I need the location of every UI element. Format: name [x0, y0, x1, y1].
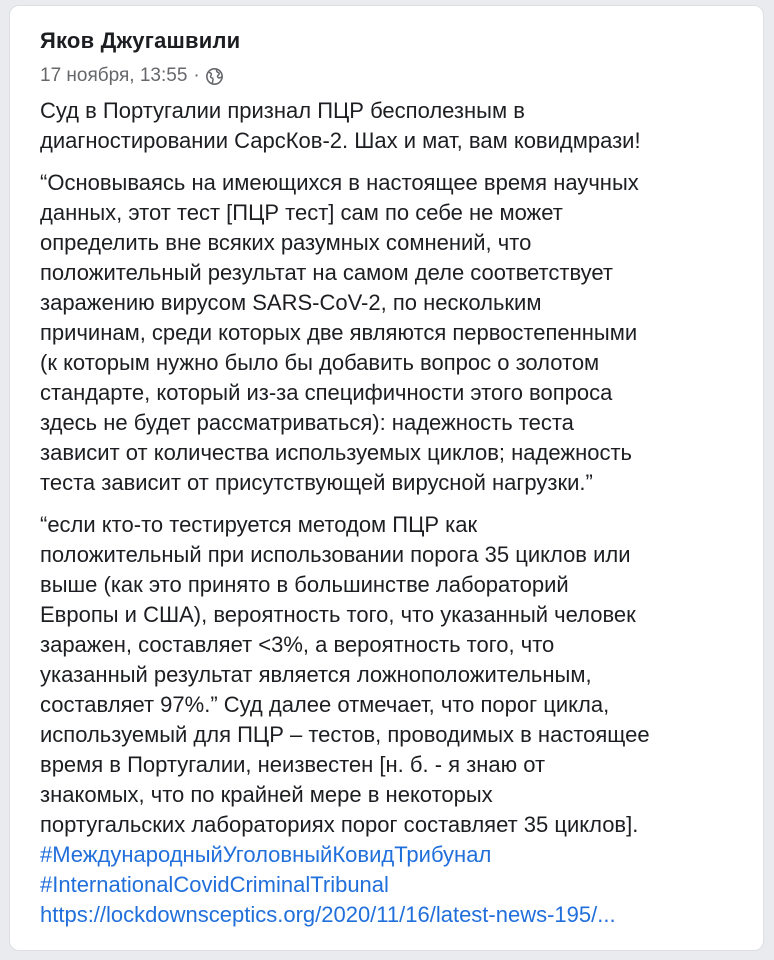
post-url-link[interactable]: https://lockdownsceptics.org/2020/11/16/latest-news-195/... — [40, 902, 616, 927]
hashtag-link-en[interactable]: #InternationalCovidCriminalTribunal — [40, 872, 389, 897]
post-timestamp[interactable]: 17 ноября, 13:55 — [40, 65, 188, 86]
hashtag-link-ru[interactable]: #МеждународныйУголовныйКовидТрибунал — [40, 842, 492, 867]
post-body — [40, 96, 750, 930]
post-author[interactable]: Яков Джугашвили — [40, 28, 241, 53]
post-quote-1: “Основываясь на имеющихся в настоящее время научных данных, этот тест [ПЦР тест] сам по себе не может определить вне всяких разумных сомнений, что положительный результат на самом деле соответствует заражению вирусом SARS-CoV-2, по нескольким причинам, среди которых две являются первостепенными (к которым нужно было бы добавить вопрос о золотом стандарте, который из-за специфичности этого вопроса здесь не будет рассматриваться): надежность теста зависит от количества используемых циклов; надежность теста зависит от присутствующей вирусной нагрузки.” — [40, 170, 639, 495]
globe-icon[interactable] — [206, 68, 223, 85]
post-card — [9, 5, 764, 951]
meta-separator: · — [193, 65, 200, 86]
post-meta — [40, 63, 223, 89]
post-quote-2: “если кто-то тестируется методом ПЦР как положительный при использовании порога 35 циклов или выше (как это принято в большинстве лабораторий Европы и США), вероятность того, что указанный человек заражен, составляет <3%, а вероятность того, что указанный результат является ложноположительным, составляет 97%.” Суд далее отмечает, что порог цикла, используемый для ПЦР – тестов, проводимых в настоящее время в Португалии, неизвестен [н. б. - я знаю от знакомых, что по крайней мере в некоторых португальских лабораториях порог составляет 35 циклов]. — [40, 512, 650, 837]
post-intro: Суд в Португалии признал ПЦР бесполезным в диагностировании СарсКов-2. Шах и мат, вам ковидмрази! — [40, 98, 641, 153]
